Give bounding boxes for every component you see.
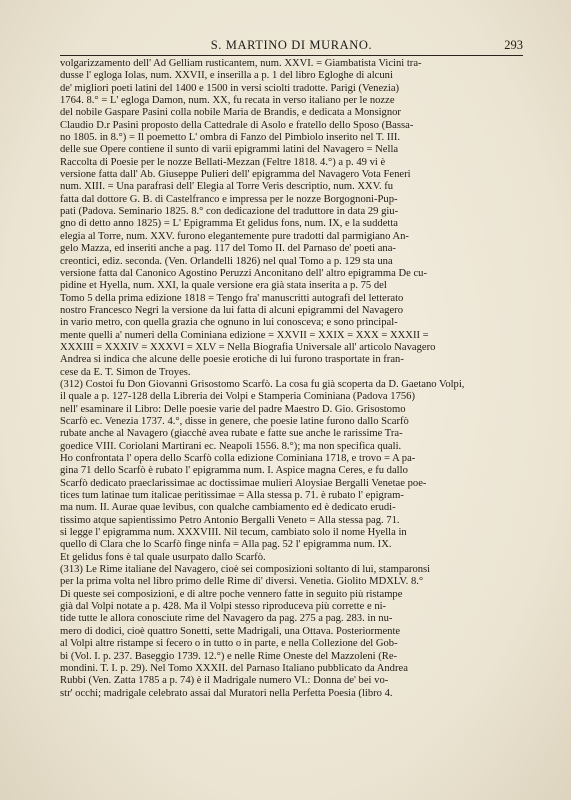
text-line: già dal Volpi notate a p. 428. Ma il Volpi stesso riproduceva più corrette e ni- [60, 601, 387, 613]
page-number: 293 [504, 38, 523, 52]
text-line: gina 71 dello Scarfò è rubato l' epigramma num. I. Aspice magna Ceres, e fu dallo [60, 465, 408, 477]
text-line: Rubbi (Ven. Zatta 1785 a p. 74) è il Madrigale numero VI.: Donna de' bei vo- [60, 675, 389, 687]
text-line: Ho confrontata l' opera dello Scarfò colla edizione Cominiana 1718, e trovo = A pa- [60, 453, 416, 464]
text-line: str' occhi; madrigale celebrato assai dal Muratori nella Perfetta Poesia (libro 4. [60, 687, 393, 699]
header-rule [60, 55, 523, 56]
text-line: Et gelidus fons è tal quale usurpato dallo Scarfò. [60, 551, 266, 563]
text-line: creontici, ediz. seconda. (Ven. Orlandelli 1826) nel qual Tomo a p. 129 sta una [60, 255, 393, 267]
text-line: versione fatta dall' Ab. Giuseppe Pulieri dell' epigramma del Navagero Vota Feneri [60, 169, 411, 181]
text-line: Raccolta di Poesie per le nozze Bellati-Mezzan (Feltre 1818. 4.°) a p. 49 vi è [60, 156, 386, 168]
running-title: S. MARTINO DI MURANO. [210, 38, 373, 52]
text-line: fatta dal dottore G. B. di Castelfranco e impressa per le nozze Borgognoni-Pup- [60, 193, 398, 205]
text-line: al Volpi altre ristampe si fecero o in tutto o in parte, e nella Collezione del Gob- [60, 638, 398, 650]
text-line: dusse l' egloga Iolas, num. XXVII, e inserilla a p. 1 del libro Egloghe di alcuni [60, 70, 393, 82]
text-line: gelo Mazza, ed inseriti anche a pag. 117 del Tomo II. del Parnaso de' poeti ana- [60, 243, 396, 255]
text-line: mente quelli a' numeri della Cominiana edizione = XXVII = XXIX = XXX = XXXII = [60, 329, 429, 341]
text-line: tissimo atque sapientissimo Petro Antonio Bergalli Veneto = Alla stessa pag. 71. [60, 514, 400, 526]
text-line: rubate anche al Navagero (giacchè avea rubate e fatte sue anche le rarissime Tra- [60, 428, 403, 440]
text-line: del nobile Gaspare Pasini colla nobile Maria de Brandis, e dedicata a Monsignor [60, 107, 401, 119]
text-line: Scarfò dedicato praeclarissimae ac doctissimae mulieri Aloysiae Bergalli Venetae poe- [60, 477, 427, 489]
text-line: volgarizzamento dell' Ad Gelliam rusticantem, num. XXVI. = Giambatista Vicini tra- [60, 58, 422, 69]
text-line: gno di detto anno 1825) = L' Epigramma Et gelidus fons, num. IX, e la suddetta [60, 218, 398, 230]
text-line: delle sue Opere contiene il sunto di varii epigrammi latini del Navagero = Nella [60, 144, 399, 156]
text-line: XXXIII = XXXIV = XXXVI = XLV = Nella Biografia Universale all' articolo Navagero [60, 341, 436, 353]
text-line: cese da E. T. Simon de Troyes. [60, 366, 191, 378]
text-line: Tomo 5 della prima edizione 1818 = Tengo fra' manuscritti autografi del letterato [60, 292, 404, 304]
text-line: de' migliori poeti latini del 1400 e 1500 in versi sciolti tradotte. Parigi (Venezia) [60, 82, 400, 94]
text-line: (312) Costoi fu Don Giovanni Grisostomo Scarfò. La cosa fu già scoperta da D. Gaetano Volpi, [60, 378, 465, 390]
text-line: tide tutte le allora conosciute rime del Navagero da pag. 275 a pag. 283. in nu- [60, 613, 393, 625]
text-line: in vario metro, con quella grazia che ognuno in lui conosceva; e sono principal- [60, 317, 398, 329]
text-line: ma num. II. Aurae quae levibus, con qualche cambiamento ed è dedicato erudi- [60, 502, 396, 514]
text-line: tices tum latinae tum italicae peritissimae = Alla stessa p. 71. è rubato l' epigram- [60, 490, 404, 502]
text-line: quello di Clara che lo Scarfò finge ninfa = Alla pag. 52 l' epigramma num. IX. [60, 539, 392, 551]
text-line: 1764. 8.° = L' egloga Damon, num. XX, fu recata in verso italiano per le nozze [60, 95, 395, 107]
text-line: num. XIII. = Una parafrasi dell' Elegia al Torre Veris descriptio, num. XXV. fu [60, 181, 394, 193]
text-line: per la prima volta nel libro primo delle Rime di' diversi. Venetia. Giolito MDXLV. 8.° [60, 576, 424, 588]
text-line: pidine et Hyella, num. XXI, la quale versione era già stata inserita a p. 75 del [60, 280, 387, 292]
body-text [60, 58, 524, 700]
text-line: mondini. T. I. p. 29). Nel Tomo XXXII. del Parnaso Italiano pubblicato da Andrea [60, 662, 408, 674]
text-line: (313) Le Rime italiane del Navagero, cioè sei composizioni soltanto di lui, stamparonsi [60, 564, 431, 576]
text-line: Andrea si indica che alcune delle poesie erotiche di lui furono trasportate in fran- [60, 354, 404, 366]
text-line: nostro Francesco Negri la versione da lui fatta di alcuni epigrammi del Navagero [60, 304, 403, 316]
text-line: Claudio D.r Pasini proposto della Cattedrale di Asolo e fratello dello Sposo (Bassa- [60, 119, 414, 131]
running-header [60, 38, 523, 54]
text-line: mero di dodici, cioè quattro Sonetti, sette Madrigali, una Ottava. Posteriormente [60, 625, 401, 637]
text-line: nell' esaminare il Libro: Delle poesie varie del padre Maestro D. Gio. Grisostomo [60, 403, 406, 415]
text-line: elegia al Torre, num. XXV. furono elegantemente pure tradotti dal parmigiano An- [60, 230, 409, 242]
text-line: Scarfò ec. Venezia 1737. 4.°, disse in genere, che poesie latine furono dallo Scarfò [60, 415, 409, 427]
text-line: versione fatta dal Canonico Agostino Peruzzi Anconitano dell' altro epigramma De cu- [60, 267, 427, 279]
text-line: no 1805. in 8.°) = Il poemetto L' ombra di Fanzo del Pimbiolo inserito nel T. III. [60, 132, 401, 144]
text-line: pati (Padova. Seminario 1825. 8.° con dedicazione del traduttore in data 29 giu- [60, 206, 399, 218]
text-line: il quale a p. 127-128 della Libreria dei Volpi e Stamperia Cominiana (Padova 1756) [60, 391, 415, 403]
text-line: si legge l' epigramma num. XXXVIII. Nil tecum, cambiato solo il nome Hyella in [60, 527, 407, 539]
text-line: goedice VIII. Coriolani Martirani ec. Neapoli 1556. 8.°); ma non specifica quali. [60, 440, 402, 452]
text-line: Di queste sei composizioni, e di altre poche vennero fatte in seguito più ristampe [60, 588, 403, 600]
text-line: bi (Vol. I. p. 237. Baseggio 1739. 12.°) e nelle Rime Oneste del Mazzoleni (Re- [60, 650, 398, 662]
